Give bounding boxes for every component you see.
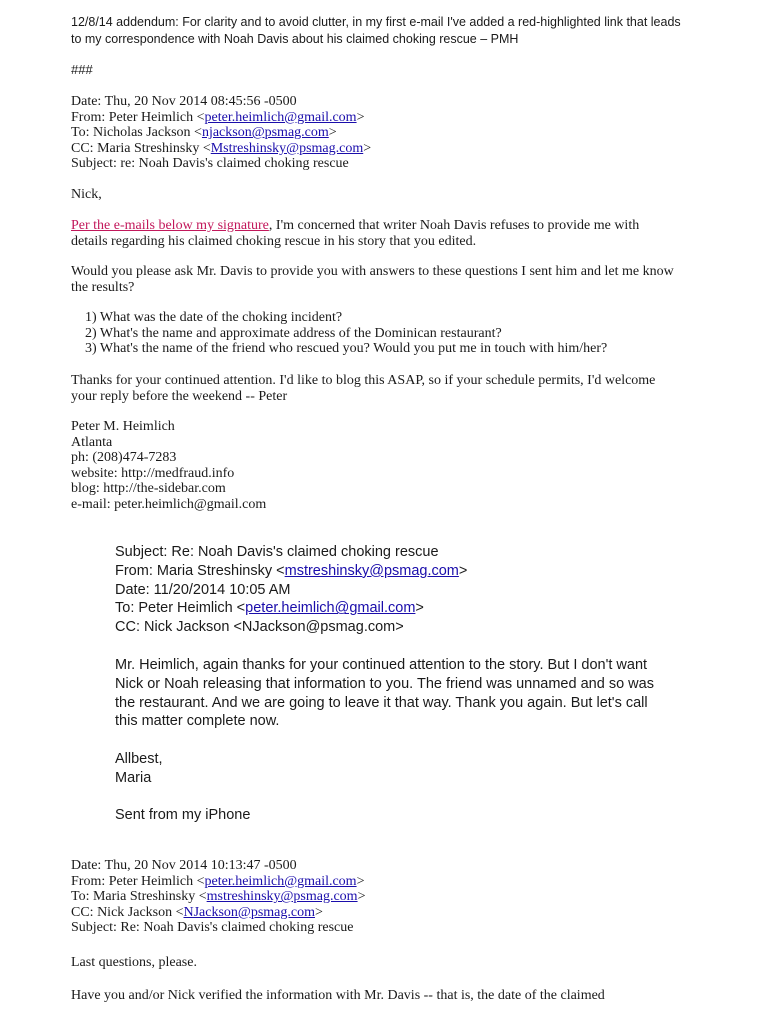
- signature-name: Peter M. Heimlich: [71, 419, 175, 434]
- addendum-note: [71, 14, 751, 48]
- separator: ###: [71, 62, 93, 77]
- email2-signoff: Allbest, Maria: [115, 751, 163, 786]
- email1-cc: CC: Maria Streshinsky <Mstreshinsky@psmag.com>: [71, 140, 372, 156]
- addendum-line-1: 12/8/14 addendum: For clarity and to avoid clutter, in my first e-mail I've added a red-highlighted link that leads: [71, 15, 681, 29]
- list-item: 2) What's the name and approximate address of the Dominican restaurant?: [85, 325, 502, 341]
- email3-from: From: Peter Heimlich <peter.heimlich@gmail.com>: [71, 873, 365, 889]
- addendum-line-2: to my correspondence with Noah Davis about his claimed choking rescue – PMH: [71, 32, 519, 46]
- signature-website: website: http://medfraud.info: [71, 465, 235, 481]
- email1-greeting: Nick,: [71, 187, 102, 202]
- email1-from: From: Peter Heimlich <peter.heimlich@gmail.com>: [71, 109, 365, 125]
- signature-emails-link[interactable]: Per the e-mails below my signature: [71, 218, 269, 233]
- email3-body-1: Last questions, please.: [71, 955, 197, 970]
- email3-date: Date: Thu, 20 Nov 2014 10:13:47 -0500: [71, 858, 297, 873]
- email3-cc: CC: Nick Jackson <NJackson@psmag.com>: [71, 904, 323, 920]
- email1-from-email-link[interactable]: peter.heimlich@gmail.com: [204, 109, 357, 125]
- email3-from-email-link[interactable]: peter.heimlich@gmail.com: [204, 873, 357, 889]
- email2-from-email-link[interactable]: mstreshinsky@psmag.com: [284, 562, 459, 579]
- email1-paragraph-3: Thanks for your continued attention. I'd like to blog this ASAP, so if your schedule permits, I'd welcome your reply before the weekend -- Peter: [71, 373, 656, 404]
- email1-date: Date: Thu, 20 Nov 2014 08:45:56 -0500: [71, 94, 297, 109]
- email2-body: Mr. Heimlich, again thanks for your continued attention to the story. But I don't want Nick or Noah releasing that information to you. The friend was unnamed and so was the restaurant. And we are going to leave it that way. Thank you again. But let's call this matter complete now.: [115, 657, 654, 730]
- email2-cc: CC: Nick Jackson <NJackson@psmag.com>: [115, 619, 404, 636]
- list-item: 3) What's the name of the friend who rescued you? Would you put me in touch with him/her?: [85, 341, 608, 357]
- signature-phone: ph: (208)474-7283: [71, 450, 177, 466]
- email1-paragraph-2: Would you please ask Mr. Davis to provide you with answers to these questions I sent him and let me know the results?: [71, 264, 674, 295]
- email1-cc-email-link[interactable]: Mstreshinsky@psmag.com: [210, 140, 364, 156]
- email3-cc-email-link[interactable]: NJackson@psmag.com: [183, 904, 315, 920]
- email2-date: Date: 11/20/2014 10:05 AM: [115, 581, 291, 598]
- email1-paragraph-1: Per the e-mails below my signature, I'm concerned that writer Noah Davis refuses to provide me with details regarding his claimed choking rescue in his story that you edited.: [71, 218, 640, 249]
- list-item: 1) What was the date of the choking incident?: [85, 310, 343, 325]
- email1-signature: [71, 419, 266, 513]
- email2-to: To: Peter Heimlich <peter.heimlich@gmail.com>: [115, 600, 424, 617]
- email1-header: [71, 94, 371, 172]
- email1-question-list: [85, 310, 607, 357]
- email2-sent-from: Sent from my iPhone: [115, 807, 251, 823]
- email3-to-email-link[interactable]: mstreshinsky@psmag.com: [206, 889, 358, 905]
- email3-to: To: Maria Streshinsky <mstreshinsky@psmag.com>: [71, 889, 366, 905]
- signature-email: e-mail: peter.heimlich@gmail.com: [71, 496, 267, 512]
- signature-city: Atlanta: [71, 434, 113, 450]
- email1-to: To: Nicholas Jackson <njackson@psmag.com>: [71, 125, 337, 141]
- email2-to-email-link[interactable]: peter.heimlich@gmail.com: [245, 600, 416, 617]
- email2-header: [115, 543, 695, 637]
- email2-subject: Subject: Re: Noah Davis's claimed choking rescue: [115, 544, 439, 560]
- email2-from: From: Maria Streshinsky <mstreshinsky@psmag.com>: [115, 562, 468, 579]
- email1-subject: Subject: re: Noah Davis's claimed choking rescue: [71, 156, 349, 172]
- email3-header: [71, 858, 365, 936]
- email3-subject: Subject: Re: Noah Davis's claimed choking rescue: [71, 920, 354, 936]
- signature-blog: blog: http://the-sidebar.com: [71, 481, 226, 497]
- email1-to-email-link[interactable]: njackson@psmag.com: [201, 125, 329, 141]
- email3-body-2: Have you and/or Nick verified the information with Mr. Davis -- that is, the date of the claimed: [71, 988, 605, 1003]
